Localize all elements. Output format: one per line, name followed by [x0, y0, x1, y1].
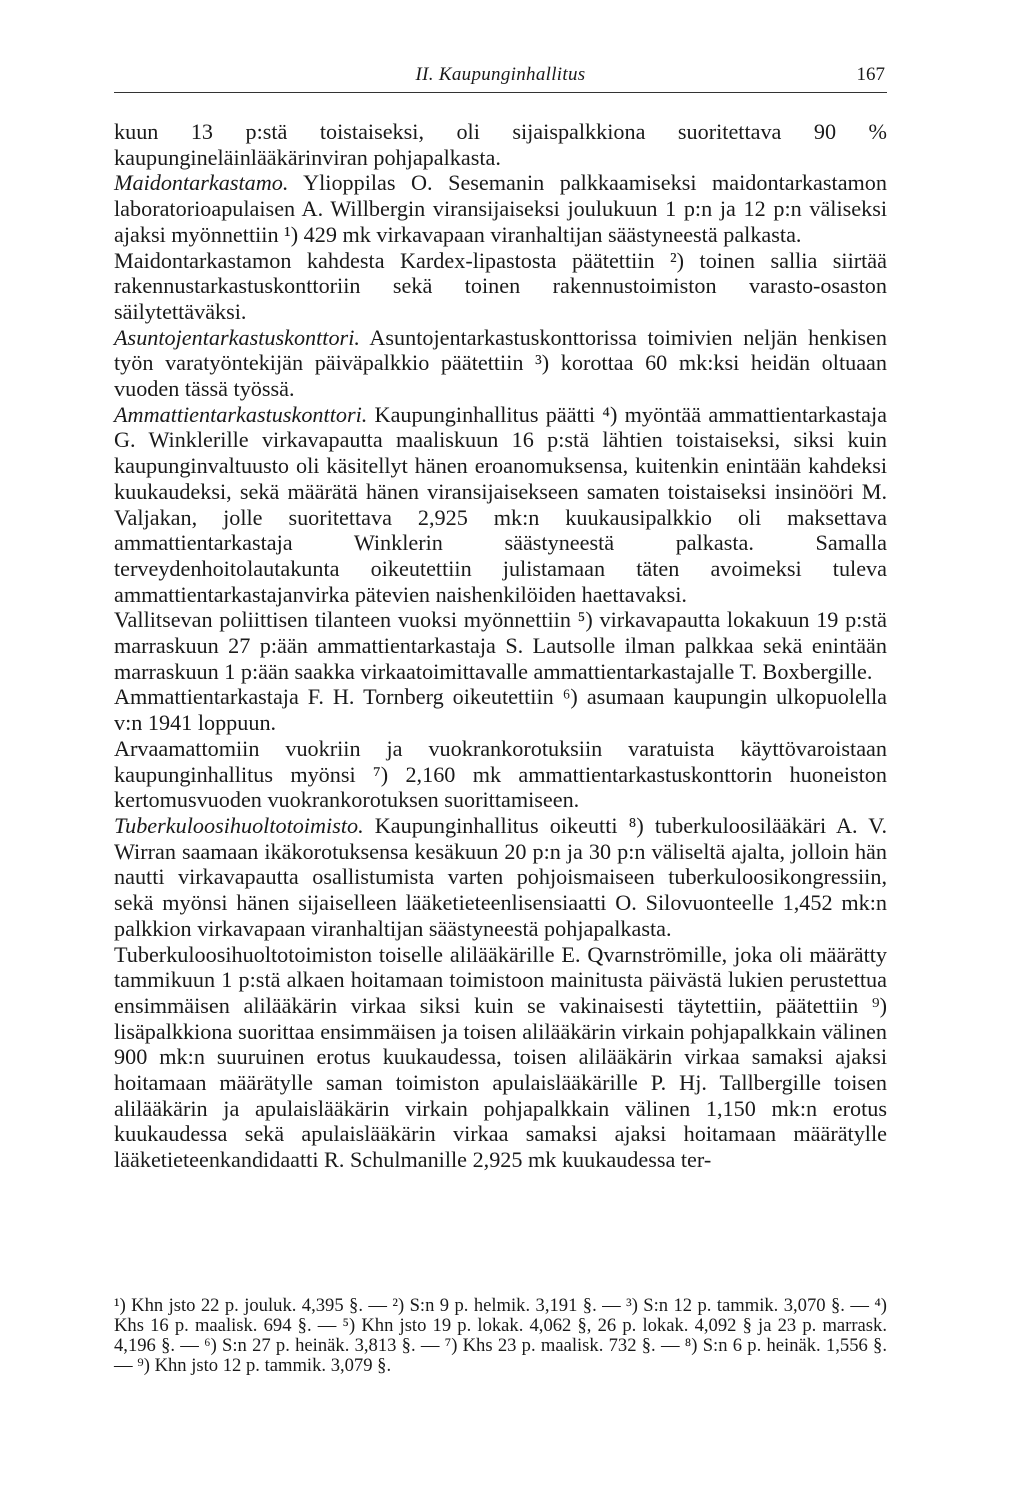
paragraph	[114, 813, 887, 942]
paragraph-text: Ammattientarkastaja F. H. Tornberg oikeutettiin ⁶) asumaan kaupungin ulkopuolella v:n 1941 loppuun.	[114, 684, 887, 736]
section-heading: Maidontarkastamo.	[114, 170, 289, 196]
body-text	[114, 119, 887, 1173]
paragraph	[114, 736, 887, 813]
footnotes	[114, 1296, 887, 1376]
paragraph-text: Asuntojentarkastuskonttorissa toimivien neljän henkisen työn varatyöntekijän päiväpalkkio päätettiin ³) korottaa 60 mk:ksi heidän oltuaan vuoden tässä työssä.	[114, 324, 887, 402]
page-number: 167	[856, 64, 885, 85]
section-heading: Ammattientarkastuskonttori.	[114, 401, 368, 427]
paragraph-text: Ylioppilas O. Sesemanin palkkaamiseksi maidontarkastamon laboratorioapulaisen A. Willbergin viransijaiseksi joulukuun 1 p:n ja 12 p:n väliseksi ajaksi myönnettiin ¹) 429 mk virkavapaan viranhaltijan säästyneestä palkasta.	[114, 170, 887, 247]
paragraph	[114, 942, 887, 1173]
section-heading: Asuntojentarkastuskonttori.	[114, 324, 360, 350]
paragraph-text: Tuberkuloosihuoltotoimiston toiselle alilääkärille E. Qvarnströmille, joka oli määrätty tammikuun 1 p:stä alkaen hoitamaan toimistoon mainitusta päivästä lukien perustettua ensimmäisen alilääkärin virkaa siksi kuin se vakinaisesti täytettiin, päätettiin ⁹) lisäpalkkiona suorittaa ensimmäisen ja toisen alilääkärin virkain pohjapalkkain välinen 900 mk:n suuruinen erotus kuukaudessa, toisen alilääkärin virkaa samaksi ajaksi hoitamaan määrätylle saman toimiston apulaislääkärille P. Hj. Tallbergille toisen alilääkärin ja apulaislääkärin virkain pohjapalkkain välinen 1,150 mk:n erotus kuukaudessa sekä apulaislääkärin virkaa samaksi ajaksi hoitamaan määrätylle lääketieteenkandidaatti R. Schulmanille 2,925 mk kuukaudessa ter-	[114, 941, 887, 1173]
paragraph-text: Maidontarkastamon kahdesta Kardex-lipastosta päätettiin ²) toinen sallia siirtää rakennustarkastuskonttoriin sekä toinen rakennustoimiston varasto-osaston säilytettäväksi.	[114, 247, 887, 324]
paragraph-text: kuun 13 p:stä toistaiseksi, oli sijaispalkkiona suoritettava 90 % kaupungineläinlääkärinviran pohjapalkasta.	[114, 119, 887, 170]
footnote-text: ¹) Khn jsto 22 p. jouluk. 4,395 §. — ²) S:n 9 p. helmik. 3,191 §. — ³) S:n 12 p. tammik. 3,070 §. — ⁴) Khs 16 p. maalisk. 694 §. — ⁵) Khn jsto 19 p. lokak. 4,062 §, 26 p. lokak. 4,092 § ja 23 p. marrask. 4,196 §. — ⁶) S:n 27 p. heinäk. 3,813 §. — ⁷) Khs 23 p. maalisk. 732 §. — ⁸) S:n 6 p. heinäk. 1,556 §. — ⁹) Khn jsto 12 p. tammik. 3,079 §.	[114, 1295, 887, 1376]
paragraph	[114, 170, 887, 247]
paragraph-text: Vallitsevan poliittisen tilanteen vuoksi myönnettiin ⁵) virkavapautta lokakuun 19 p:stä marraskuun 27 p:ään ammattientarkastaja S. Lautsolle ilman palkkaa sekä enintään marraskuun 1 p:ään saakka virkaatoimittavalle ammattientarkastajalle T. Boxbergille.	[114, 607, 887, 684]
paragraph-text: Kaupunginhallitus oikeutti ⁸) tuberkuloosilääkäri A. V. Wirran saamaan ikäkorotuksensa kesäkuun 20 p:n ja 30 p:n väliseltä ajalta, jolloin hän nautti virkavapautta osallistumista varten pohjoismaiseen tuberkuloosikongressiin, sekä myönsi hänen sijaiselleen lääketieteenlisensiaatti O. Silovuonteelle 1,452 mk:n palkkion virkavapaan viranhaltijan säästyneestä pohjapalkasta.	[114, 812, 887, 941]
paragraph-text: Kaupunginhallitus päätti ⁴) myöntää ammattientarkastaja G. Winklerille virkavapautta maaliskuun 16 p:stä lähtien toistaiseksi, siksi kuin kaupunginvaltuusto oli käsitellyt hänen eroanomuksensa, kuitenkin enintään kahdeksi kuukaudeksi, sekä määrätä hänen viransijaisekseen samaten toistaiseksi insinööri M. Valjakan, jolle suoritettava 2,925 mk:n kuukausipalkkio oli maksettava ammattientarkastaja Winklerin säästyneestä palkasta. Samalla terveydenhoitolautakunta oikeutettiin julistamaan täten avoimeksi tuleva ammattientarkastajanvirka pätevien naishenkilöiden haettavaksi.	[114, 401, 887, 607]
paragraph	[114, 402, 887, 608]
section-heading: Tuberkuloosihuoltotoimisto.	[114, 812, 364, 838]
paragraph	[114, 325, 887, 402]
running-title: II. Kaupunginhallitus	[415, 64, 586, 85]
paragraph	[114, 607, 887, 684]
paragraph-text: Arvaamattomiin vuokriin ja vuokrankorotuksiin varatuista käyttövaroistaan kaupunginhallitus myönsi ⁷) 2,160 mk ammattientarkastuskonttorin huoneiston kertomusvuoden vuokrankorotuksen suorittamiseen.	[114, 735, 887, 813]
running-header	[114, 64, 887, 93]
paragraph	[114, 248, 887, 325]
paragraph	[114, 119, 887, 170]
paragraph	[114, 684, 887, 735]
